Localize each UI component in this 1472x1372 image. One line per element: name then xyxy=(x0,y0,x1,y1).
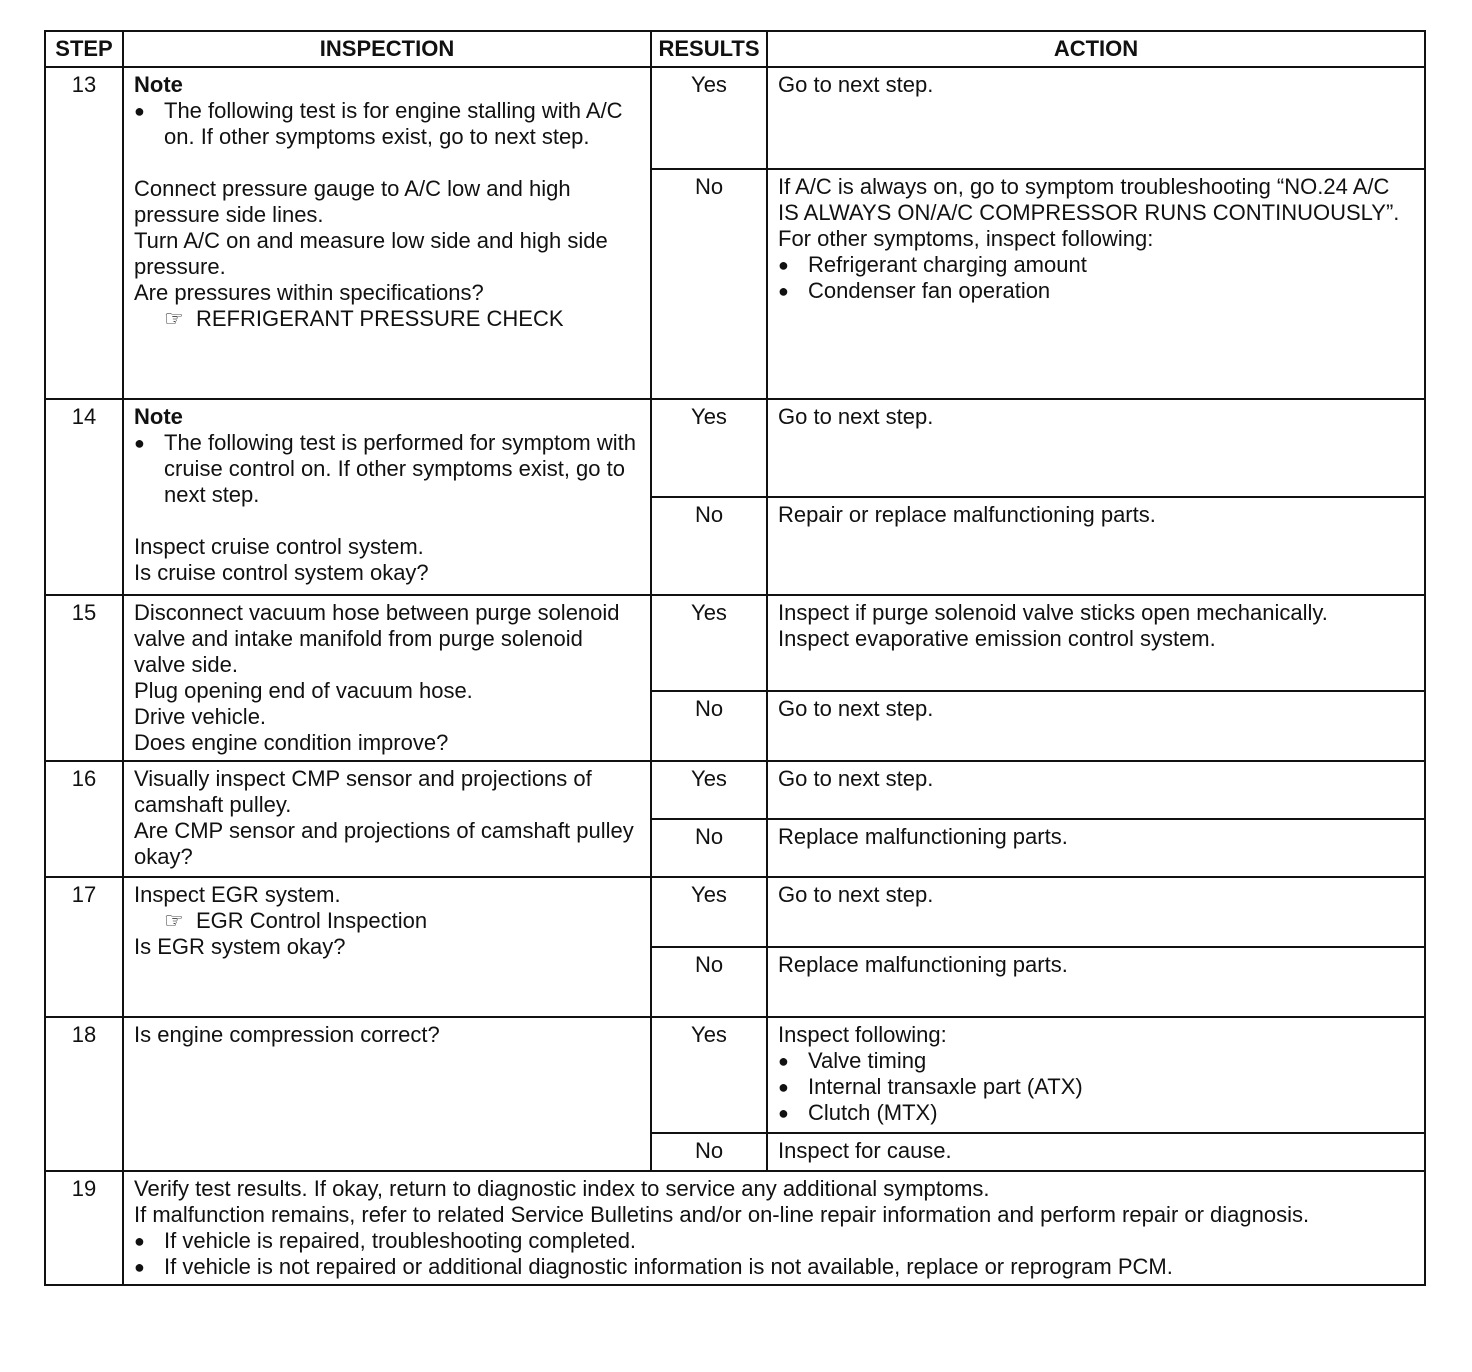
inspection-line: Drive vehicle. xyxy=(134,704,267,729)
action-bullet: ● Clutch (MTX) xyxy=(778,1100,938,1125)
step-14-yes-row xyxy=(45,399,1425,497)
step-number: 13 xyxy=(45,67,123,399)
action-bullet: ● Condenser fan operation xyxy=(778,278,1051,303)
inspection-line: Verify test results. If okay, return to diagnostic index to service any additional symptoms. xyxy=(134,1176,990,1201)
inspection-line: Are CMP sensor and projections of camshaft pulley okay? xyxy=(134,818,634,869)
step-16-inspection xyxy=(123,761,651,877)
step-17-yes-row xyxy=(45,877,1425,947)
step-number: 15 xyxy=(45,595,123,761)
header-step: STEP xyxy=(45,31,123,67)
result-no: No xyxy=(651,819,767,877)
diagnostic-table xyxy=(44,30,1426,1286)
inspection-line: Are pressures within specifications? xyxy=(134,280,484,305)
reference-link[interactable]: ☞ REFRIGERANT PRESSURE CHECK xyxy=(164,306,564,331)
step-15-yes-row xyxy=(45,595,1425,691)
action-no: Replace malfunctioning parts. xyxy=(767,947,1425,1017)
result-yes: Yes xyxy=(651,67,767,169)
action-bullet: ● Refrigerant charging amount xyxy=(778,252,1087,277)
bullet-icon: ● xyxy=(134,1231,145,1251)
header-action: ACTION xyxy=(767,31,1425,67)
inspection-line: Is engine compression correct? xyxy=(134,1022,440,1047)
result-yes: Yes xyxy=(651,595,767,691)
final-bullet: ● If vehicle is repaired, troubleshooting completed. xyxy=(134,1228,637,1253)
header-inspection: INSPECTION xyxy=(123,31,651,67)
step-18-yes-row xyxy=(45,1017,1425,1133)
note-bullet: ● The following test is for engine stalling with A/C on. If other symptoms exist, go to next step. xyxy=(134,98,623,149)
bullet-icon: ● xyxy=(778,1103,789,1123)
action-no: If A/C is always on, go to symptom troubleshooting “NO.24 A/C IS ALWAYS ON/A/C COMPRESSOR RUNS CONTINUOUSLY”. For other symptoms, inspect following: ● Refrigerant charging amount ● Condenser fan operation xyxy=(767,169,1425,399)
step-number: 14 xyxy=(45,399,123,595)
step-13-yes-row xyxy=(45,67,1425,169)
action-yes: Inspect following: ● Valve timing ● Internal transaxle part (ATX) ● Clutch (MTX) xyxy=(767,1017,1425,1133)
step-number: 18 xyxy=(45,1017,123,1171)
step-14-inspection xyxy=(123,399,651,595)
action-no: Repair or replace malfunctioning parts. xyxy=(767,497,1425,595)
result-yes: Yes xyxy=(651,877,767,947)
step-16-yes-row xyxy=(45,761,1425,819)
header-row xyxy=(45,31,1425,67)
inspection-line: Does engine condition improve? xyxy=(134,730,449,755)
inspection-line: Connect pressure gauge to A/C low and high pressure side lines. xyxy=(134,176,571,227)
action-no: Replace malfunctioning parts. xyxy=(767,819,1425,877)
step-19-inspection xyxy=(123,1171,1425,1285)
step-18-inspection xyxy=(123,1017,651,1171)
result-no: No xyxy=(651,1133,767,1171)
note-label: Note xyxy=(134,404,183,429)
inspection-line: If malfunction remains, refer to related Service Bulletins and/or on-line repair information and perform repair or diagnosis. xyxy=(134,1202,1310,1227)
header-results: RESULTS xyxy=(651,31,767,67)
inspection-line: Inspect EGR system. xyxy=(134,882,341,907)
pointing-hand-icon: ☞ xyxy=(164,908,184,933)
result-no: No xyxy=(651,691,767,761)
action-yes: Go to next step. xyxy=(767,399,1425,497)
action-yes: Go to next step. xyxy=(767,67,1425,169)
inspection-line: Is cruise control system okay? xyxy=(134,560,429,585)
note-bullet: ● The following test is performed for symptom with cruise control on. If other symptoms exist, go to next step. xyxy=(134,430,636,507)
action-bullet: ● Valve timing xyxy=(778,1048,927,1073)
step-number: 16 xyxy=(45,761,123,877)
final-bullet: ● If vehicle is not repaired or additional diagnostic information is not available, replace or reprogram PCM. xyxy=(134,1254,1173,1279)
step-17-inspection xyxy=(123,877,651,1017)
inspection-line: Disconnect vacuum hose between purge solenoid valve and intake manifold from purge solenoid valve side. xyxy=(134,600,620,677)
action-yes: Go to next step. xyxy=(767,761,1425,819)
reference-link[interactable]: ☞ EGR Control Inspection xyxy=(164,908,428,933)
result-no: No xyxy=(651,947,767,1017)
inspection-line: Plug opening end of vacuum hose. xyxy=(134,678,473,703)
result-yes: Yes xyxy=(651,761,767,819)
step-number: 17 xyxy=(45,877,123,1017)
result-yes: Yes xyxy=(651,399,767,497)
bullet-icon: ● xyxy=(778,281,789,301)
bullet-icon: ● xyxy=(778,1077,789,1097)
inspection-line: Is EGR system okay? xyxy=(134,934,346,959)
bullet-icon: ● xyxy=(134,1257,145,1277)
step-19-row xyxy=(45,1171,1425,1285)
bullet-icon: ● xyxy=(778,255,789,275)
action-no: Go to next step. xyxy=(767,691,1425,761)
inspection-line: Turn A/C on and measure low side and high side pressure. xyxy=(134,228,608,279)
result-no: No xyxy=(651,497,767,595)
step-13-inspection xyxy=(123,67,651,399)
action-bullet: ● Internal transaxle part (ATX) xyxy=(778,1074,1083,1099)
bullet-icon: ● xyxy=(134,433,145,453)
inspection-line: Inspect cruise control system. xyxy=(134,534,424,559)
step-15-inspection xyxy=(123,595,651,761)
inspection-line: Visually inspect CMP sensor and projections of camshaft pulley. xyxy=(134,766,592,817)
result-no: No xyxy=(651,169,767,399)
note-label: Note xyxy=(134,72,183,97)
action-no: Inspect for cause. xyxy=(767,1133,1425,1171)
action-yes: Go to next step. xyxy=(767,877,1425,947)
pointing-hand-icon: ☞ xyxy=(164,306,184,331)
bullet-icon: ● xyxy=(778,1051,789,1071)
action-yes: Inspect if purge solenoid valve sticks open mechanically. Inspect evaporative emission control system. xyxy=(767,595,1425,691)
bullet-icon: ● xyxy=(134,101,145,121)
step-number: 19 xyxy=(45,1171,123,1285)
result-yes: Yes xyxy=(651,1017,767,1133)
